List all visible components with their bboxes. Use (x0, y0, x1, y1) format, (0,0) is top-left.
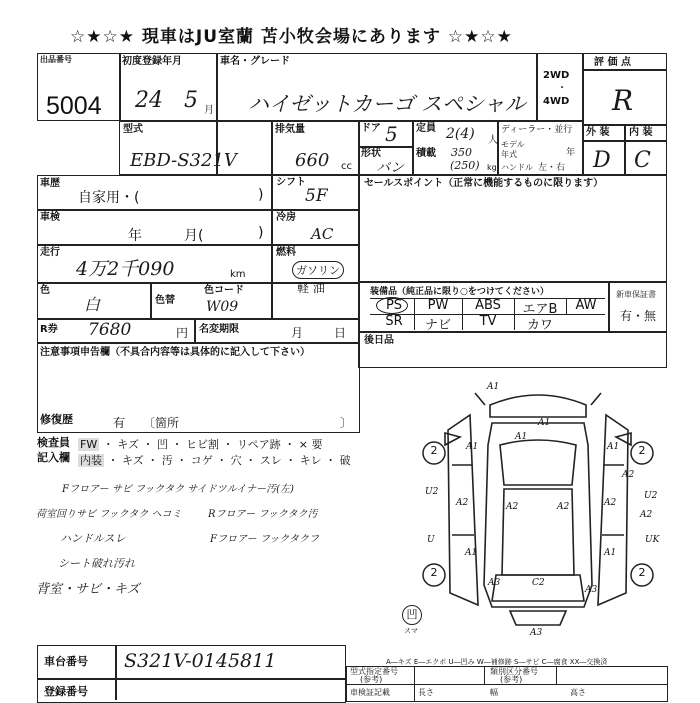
grade-value: R (612, 84, 634, 117)
size-height: 高さ (570, 688, 586, 697)
mileage-unit: km (230, 269, 246, 280)
remark-7: 背室・サビ・キズ (36, 582, 140, 597)
dmg-mark-19: A1 (604, 548, 617, 558)
type-label: 型式 (123, 124, 143, 135)
remark-5: Fフロアー フックタクフ (210, 534, 319, 545)
lot-number: 5004 (46, 92, 102, 120)
designation-sub1: (参考) (360, 675, 383, 684)
dmg-mark-8: A2 (604, 498, 617, 508)
equip-abs: ABS (475, 298, 501, 313)
registration-month: 5 (184, 88, 198, 113)
shape-label: 形状 (361, 148, 381, 159)
shape-value: バン (376, 160, 404, 176)
fuel-diesel: 軽 油 (297, 281, 325, 295)
tire-fl: 2 (430, 444, 438, 457)
inspection-year: 年 (128, 228, 142, 244)
capacity-label: 定員 (416, 123, 436, 134)
equip-airbag: エアB (522, 302, 558, 317)
insp-burn: コゲ (190, 454, 213, 467)
remark-4: ハンドルスレ (60, 532, 126, 545)
tire-icons (423, 442, 653, 586)
history-label: 車歴 (40, 178, 60, 189)
load-unit: kg (487, 163, 497, 172)
displacement-label: 排気量 (275, 124, 305, 135)
chassis-value: S321V-0145811 (124, 650, 277, 672)
remark-6: シート破れ汚れ (58, 557, 135, 570)
dmg-mark-10: A2 (622, 470, 635, 480)
recycle-unit: 円 (176, 326, 189, 340)
interior-label: 内 装 (629, 127, 653, 138)
lot-label: 出品番号 (40, 55, 72, 64)
dmg-mark-6: A2 (506, 502, 519, 512)
dmg-mark-13: A1 (466, 442, 479, 452)
dmg-mark-14: A1 (607, 442, 620, 452)
equip-navi: ナビ (424, 318, 451, 333)
dmg-mark-16: A3 (488, 578, 501, 588)
dmg-mark-5: A2 (456, 498, 469, 508)
repair-place: 〔箇所 (143, 416, 180, 430)
mileage-label: 走行 (40, 247, 60, 258)
insp-kizu: キズ (117, 438, 139, 451)
insp-interior: 内装 (80, 454, 102, 467)
model-label: 車名・グレード (220, 56, 290, 67)
inspection-month: 月( (184, 228, 204, 244)
insp-need: 要 (311, 438, 323, 451)
ac-value: AC (311, 225, 334, 243)
tire-fr: 2 (638, 444, 646, 457)
color-code-label: 色コード (204, 285, 244, 296)
type-value: EBD-S321V (130, 150, 237, 171)
equipment-label: 装備品（純正品に限り○をつけてください） (370, 287, 549, 297)
tire-rr: 2 (638, 566, 646, 579)
dmg-mark-7: A2 (557, 502, 570, 512)
insp-tear: 破 (339, 454, 351, 467)
insp-fw: FW (80, 438, 98, 451)
registration-label: 初度登録年月 (122, 56, 182, 67)
insp-dirt: 汚 (161, 454, 173, 467)
repair-value: 有 (113, 416, 126, 430)
designation-label2: 類別区分番号 (490, 667, 538, 676)
tire-rl: 2 (430, 566, 438, 579)
banner: ☆★☆★ 現車はJU室蘭 苫小牧会場にあります ☆★☆★ (70, 27, 513, 47)
designation-sub2: (参考) (500, 675, 523, 684)
inspector-label2: 記入欄 (37, 451, 70, 464)
drive-4wd: 4WD (543, 96, 570, 107)
handle-options: 左・右 (538, 163, 566, 173)
name-change-month: 月 (291, 326, 304, 340)
drive-2wd: 2WD (543, 70, 570, 81)
name-change-label: 名変期限 (199, 324, 239, 335)
inspector-row1: FW ・ キズ ・ 凹 ・ ヒビ割 ・ リペア跡 ・ × 要 (80, 438, 323, 451)
dealer-label: ディーラー・並行 (501, 125, 573, 135)
grade-label: 評 価 点 (594, 57, 631, 68)
inspector-row2: 内装 ・ キズ ・ 汚 ・ コゲ ・ 穴 ・ スレ ・ キレ ・ 破 (80, 454, 351, 467)
shift-value: 5F (305, 186, 328, 206)
equip-tv: TV (479, 314, 497, 329)
exterior-label: 外 装 (586, 127, 610, 138)
load-value2: (250) (450, 159, 480, 172)
mileage-value: 4万2千090 (76, 258, 175, 280)
color-change-label: 色替 (155, 295, 175, 306)
load-label: 積載 (416, 148, 436, 159)
color-value: 白 (84, 295, 101, 314)
size-length: 長さ (418, 688, 434, 697)
remark-3: Rフロアー フックタク汚 (208, 509, 318, 520)
displacement-unit: cc (341, 161, 352, 172)
notes-label: 注意事項申告欄（不具合内容等は具体的に記入して下さい） (40, 347, 310, 358)
load-value1: 350 (451, 146, 472, 159)
inspection-label: 車検 (40, 212, 60, 223)
insp-repair: リペア跡 (237, 438, 281, 451)
model-year-label: モデル 年式 (501, 140, 525, 159)
equip-aw: AW (575, 298, 597, 313)
dmg-mark-20: UK (645, 535, 660, 545)
chassis-label: 車台番号 (44, 655, 88, 668)
dmg-mark-21: A3 (585, 585, 598, 595)
insp-dent: 凹 (157, 438, 168, 451)
dmg-mark-3: A1 (515, 432, 528, 442)
displacement-value: 660 (295, 150, 330, 171)
equip-leather: カワ (526, 318, 553, 333)
equip-ps-circle (376, 297, 408, 314)
fuel-label: 燃料 (276, 247, 296, 258)
history-value: 自家用・( (78, 190, 140, 206)
recycle-value: 7680 (88, 320, 132, 340)
history-close: ) (258, 187, 264, 203)
exterior-value: D (593, 148, 611, 173)
recycle-label: R券 (40, 324, 58, 335)
dmg-mark-2: A1 (538, 418, 551, 428)
dmg-mark-18: A1 (465, 548, 478, 558)
size-label: 車検証記載 (350, 688, 390, 697)
vehicle-diagram (400, 375, 680, 645)
legend: A―キズ E―エクボ U―凹み W―補修跡 S―サビ C―腐食 XX―交換済 (386, 658, 608, 666)
dmg-mark-12: U2 (644, 491, 658, 501)
name-change-day: 日 (334, 326, 347, 340)
rear-seat-frame (358, 332, 667, 368)
rear-seat-label: 後日品 (364, 335, 394, 346)
model-year-unit: 年 (566, 148, 576, 158)
dmg-mark-1: A1 (487, 382, 500, 392)
registration-month-unit: 月 (204, 105, 214, 116)
interior-value: C (634, 148, 651, 173)
dmg-mark-9: A2 (640, 510, 653, 520)
shift-label: シフト (276, 177, 306, 188)
stamp-note: スマ (404, 627, 418, 635)
insp-hole: 穴 (230, 454, 242, 467)
fuel-gasoline: ガソリン (292, 261, 344, 279)
insp-rub: スレ (259, 454, 282, 467)
designation-label1: 型式指定番号 (350, 667, 398, 676)
dmg-mark-4: U2 (425, 487, 439, 497)
size-width: 幅 (490, 688, 498, 697)
sales-point-label: セールスポイント（正常に機能するものに限ります） (364, 178, 604, 189)
inspection-close: ) (258, 225, 264, 241)
model-value: ハイゼットカーゴ スペシャル (248, 92, 526, 116)
warranty-value: 有・無 (620, 309, 657, 323)
equip-pw: PW (427, 298, 449, 313)
remark-2: 荷室回りサビ フックタク ヘコミ (36, 509, 182, 520)
repair-close: 〕 (340, 416, 353, 430)
remark-1: Fフロアー サビ フックタク サイドツルイナー汚(左) (62, 484, 294, 495)
registration-year: 24 (135, 88, 163, 113)
stamp-circle: 凹 (402, 605, 422, 625)
repair-label: 修復歴 (40, 413, 73, 426)
warranty-label: 新車保証書 (616, 290, 656, 299)
dmg-mark-11: U (427, 535, 435, 545)
doors-value: 5 (385, 122, 398, 146)
doors-label: ドア (361, 123, 381, 134)
inspector-label: 検査員 (37, 436, 70, 449)
registration-no-label: 登録番号 (44, 685, 88, 698)
capacity-unit: 人 (488, 135, 498, 146)
insp-cut: キレ (299, 454, 322, 467)
insp-crack: ヒビ割 (186, 438, 219, 451)
equip-sr: SR (385, 314, 403, 329)
dmg-mark-15: C2 (532, 578, 545, 588)
ac-label: 冷房 (276, 212, 296, 223)
color-code-value: W09 (206, 299, 239, 315)
color-label: 色 (40, 285, 50, 296)
handle-label: ハンドル (501, 163, 533, 172)
dmg-mark-17: A3 (530, 628, 543, 638)
capacity-value: 2(4) (446, 126, 475, 142)
equip-ps: PS (385, 298, 403, 313)
sales-point-frame (358, 175, 667, 282)
insp-i-kizu: キズ (122, 454, 144, 467)
